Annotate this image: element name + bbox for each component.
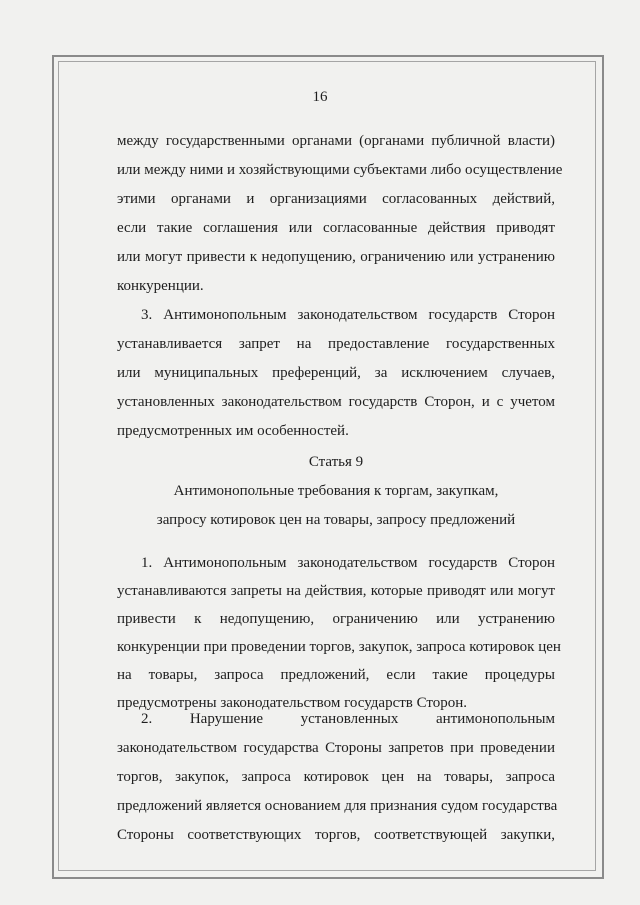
text-line: или муниципальных преференций, за исключением случаев,	[117, 365, 555, 381]
text-line: установленных законодательством государств Сторон, и с учетом	[117, 394, 555, 410]
article-title-line: Антимонопольные требования к торгам, закупкам,	[173, 483, 499, 499]
text-line: или между ними и хозяйствующими субъектами либо осуществление	[117, 162, 563, 178]
text-line: 2. Нарушение установленных антимонопольным	[141, 711, 555, 727]
text-line: устанавливается запрет на предоставление государственных	[117, 336, 555, 352]
text-line: этими органами и организациями согласованных действий,	[117, 191, 555, 207]
text-line: 1. Антимонопольным законодательством государств Сторон	[141, 555, 555, 571]
article-title-line: запросу котировок цен на товары, запросу предложений	[156, 512, 516, 528]
text-line: на товары, запроса предложений, если такие процедуры	[117, 667, 555, 683]
text-line: Стороны соответствующих торгов, соответствующей закупки,	[117, 827, 555, 843]
text-line: или могут привести к недопущению, ограничению или устранению	[117, 249, 555, 265]
text-line: законодательством государства Стороны запретов при проведении	[117, 740, 555, 756]
text-line: между государственными органами (органами публичной власти)	[117, 133, 555, 149]
text-line: предусмотрены законодательством государств Сторон.	[117, 695, 468, 711]
text-line: если такие соглашения или согласованные действия приводят	[117, 220, 555, 236]
text-line: конкуренции при проведении торгов, закупок, запроса котировок цен	[117, 639, 561, 655]
text-line: привести к недопущению, ограничению или устранению	[117, 611, 555, 627]
text-line: устанавливаются запреты на действия, которые приводят или могут	[117, 583, 555, 599]
page-number: 16	[312, 89, 328, 105]
text-line: предусмотренных им особенностей.	[117, 423, 349, 439]
text-line: конкуренции.	[117, 278, 204, 294]
text-line: 3. Антимонопольным законодательством государств Сторон	[141, 307, 555, 323]
text-line: предложений является основанием для признания судом государства	[117, 798, 558, 814]
text-line: торгов, закупок, запроса котировок цен на товары, запроса	[117, 769, 555, 785]
article-number: Статья 9	[308, 454, 364, 470]
